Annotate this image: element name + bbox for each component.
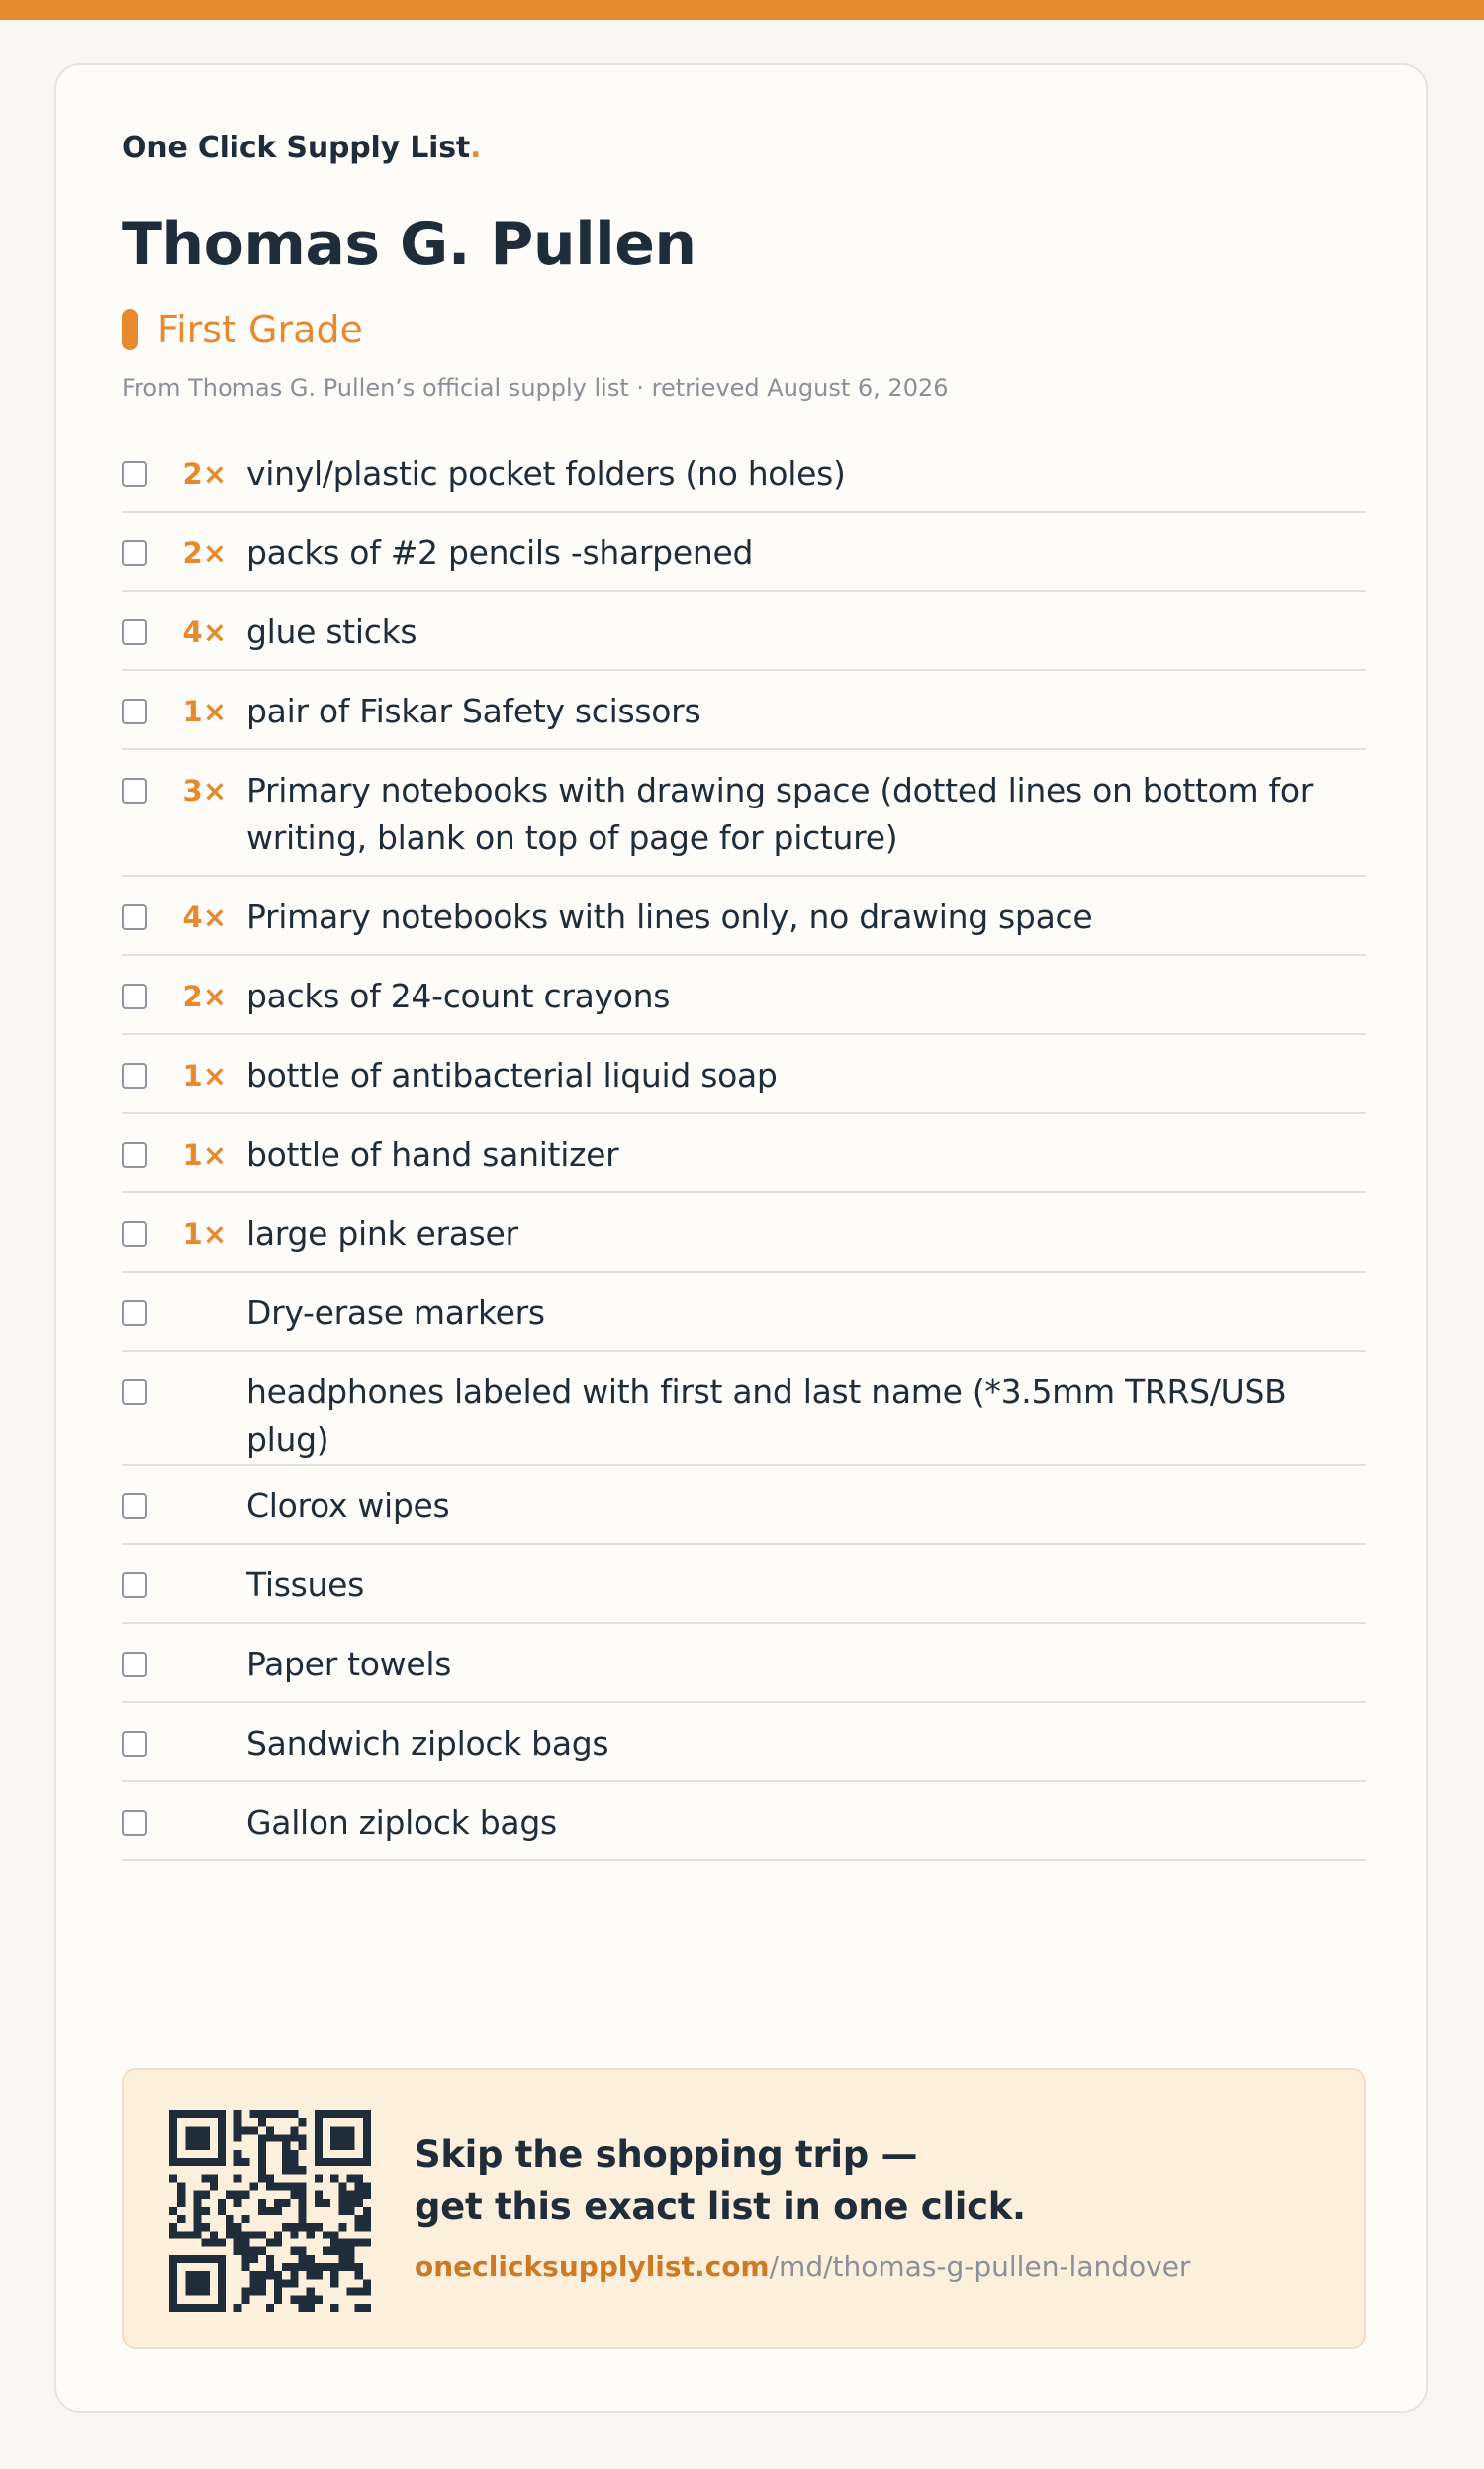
item-checkbox[interactable] xyxy=(122,699,147,724)
supply-item xyxy=(122,1193,1366,1273)
brand-name: One Click Supply List xyxy=(122,131,471,165)
supply-item xyxy=(122,671,1366,750)
promo-line-1: Skip the shopping trip — xyxy=(415,2134,918,2176)
promo-headline xyxy=(415,2130,1026,2232)
item-name: vinyl/plastic pocket folders (no holes) xyxy=(246,454,846,493)
item-name: Primary notebooks with lines only, no drawing space xyxy=(246,898,1093,936)
item-quantity: 1× xyxy=(182,695,227,728)
supply-item xyxy=(122,1273,1366,1352)
supply-item xyxy=(122,1545,1366,1624)
item-name: glue sticks xyxy=(246,613,417,651)
promo-line-2: get this exact list in one click. xyxy=(415,2185,1026,2228)
promo-link[interactable] xyxy=(415,2250,1190,2283)
item-name: Tissues xyxy=(246,1566,365,1604)
item-checkbox[interactable] xyxy=(122,1572,147,1598)
item-checkbox[interactable] xyxy=(122,1142,147,1168)
item-checkbox[interactable] xyxy=(122,1221,147,1247)
item-name: Paper towels xyxy=(246,1645,452,1683)
supply-item xyxy=(122,1352,1366,1466)
item-checkbox[interactable] xyxy=(122,1652,147,1677)
item-quantity: 1× xyxy=(182,1138,227,1172)
item-quantity: 2× xyxy=(182,980,227,1013)
item-quantity: 2× xyxy=(182,536,227,570)
item-checkbox[interactable] xyxy=(122,1493,147,1519)
brand-logo xyxy=(122,131,481,165)
item-quantity: 4× xyxy=(182,901,227,934)
supply-list-card xyxy=(54,63,1428,2413)
supply-item xyxy=(122,1703,1366,1782)
supply-item xyxy=(122,1035,1366,1114)
item-quantity: 2× xyxy=(182,457,227,491)
item-quantity: 1× xyxy=(182,1059,227,1092)
supply-item xyxy=(122,433,1366,513)
item-quantity: 4× xyxy=(182,616,227,649)
item-checkbox[interactable] xyxy=(122,540,147,566)
top-accent-bar xyxy=(0,0,1484,20)
item-checkbox[interactable] xyxy=(122,1731,147,1757)
item-checkbox[interactable] xyxy=(122,1063,147,1089)
item-name: headphones labeled with first and last name (*3.5mm TRRS/USB plug) xyxy=(246,1373,1287,1459)
item-quantity: 3× xyxy=(182,774,227,807)
item-name: packs of #2 pencils -sharpened xyxy=(246,533,754,572)
item-checkbox[interactable] xyxy=(122,778,147,804)
supply-list xyxy=(122,433,1366,1861)
qr-modules xyxy=(169,2110,371,2312)
item-name: Primary notebooks with drawing space (dotted lines on bottom for writing, blank on top of page for picture) xyxy=(246,771,1314,857)
qr-code[interactable] xyxy=(169,2110,371,2312)
supply-item xyxy=(122,1466,1366,1545)
supply-item xyxy=(122,592,1366,671)
brand-dot: . xyxy=(470,131,482,165)
item-name: Clorox wipes xyxy=(246,1486,450,1525)
promo-box xyxy=(122,2068,1366,2349)
school-title: Thomas G. Pullen xyxy=(122,210,696,279)
item-name: Dry-erase markers xyxy=(246,1293,545,1332)
grade-accent-bar xyxy=(122,309,138,350)
supply-item xyxy=(122,1114,1366,1193)
item-checkbox[interactable] xyxy=(122,1379,147,1405)
item-checkbox[interactable] xyxy=(122,1810,147,1836)
grade-heading xyxy=(122,305,363,354)
item-checkbox[interactable] xyxy=(122,984,147,1009)
source-note: From Thomas G. Pullen’s official supply list · retrieved August 6, 2026 xyxy=(122,374,949,402)
grade-label: First Grade xyxy=(157,308,363,351)
supply-item xyxy=(122,750,1366,877)
supply-item xyxy=(122,1782,1366,1861)
item-name: bottle of antibacterial liquid soap xyxy=(246,1056,778,1094)
item-name: large pink eraser xyxy=(246,1214,518,1253)
item-checkbox[interactable] xyxy=(122,904,147,930)
promo-url-path[interactable]: /md/thomas-g-pullen-landover xyxy=(769,2250,1191,2283)
item-name: packs of 24-count crayons xyxy=(246,977,671,1015)
promo-url-domain[interactable]: oneclicksupplylist.com xyxy=(415,2250,770,2283)
item-checkbox[interactable] xyxy=(122,1300,147,1326)
item-checkbox[interactable] xyxy=(122,619,147,645)
item-quantity: 1× xyxy=(182,1217,227,1251)
supply-item xyxy=(122,956,1366,1035)
supply-item xyxy=(122,513,1366,592)
item-name: Sandwich ziplock bags xyxy=(246,1724,609,1762)
supply-item xyxy=(122,1624,1366,1703)
item-name: bottle of hand sanitizer xyxy=(246,1135,619,1174)
item-name: Gallon ziplock bags xyxy=(246,1803,557,1842)
supply-item xyxy=(122,877,1366,956)
item-name: pair of Fiskar Safety scissors xyxy=(246,692,701,730)
item-checkbox[interactable] xyxy=(122,461,147,487)
